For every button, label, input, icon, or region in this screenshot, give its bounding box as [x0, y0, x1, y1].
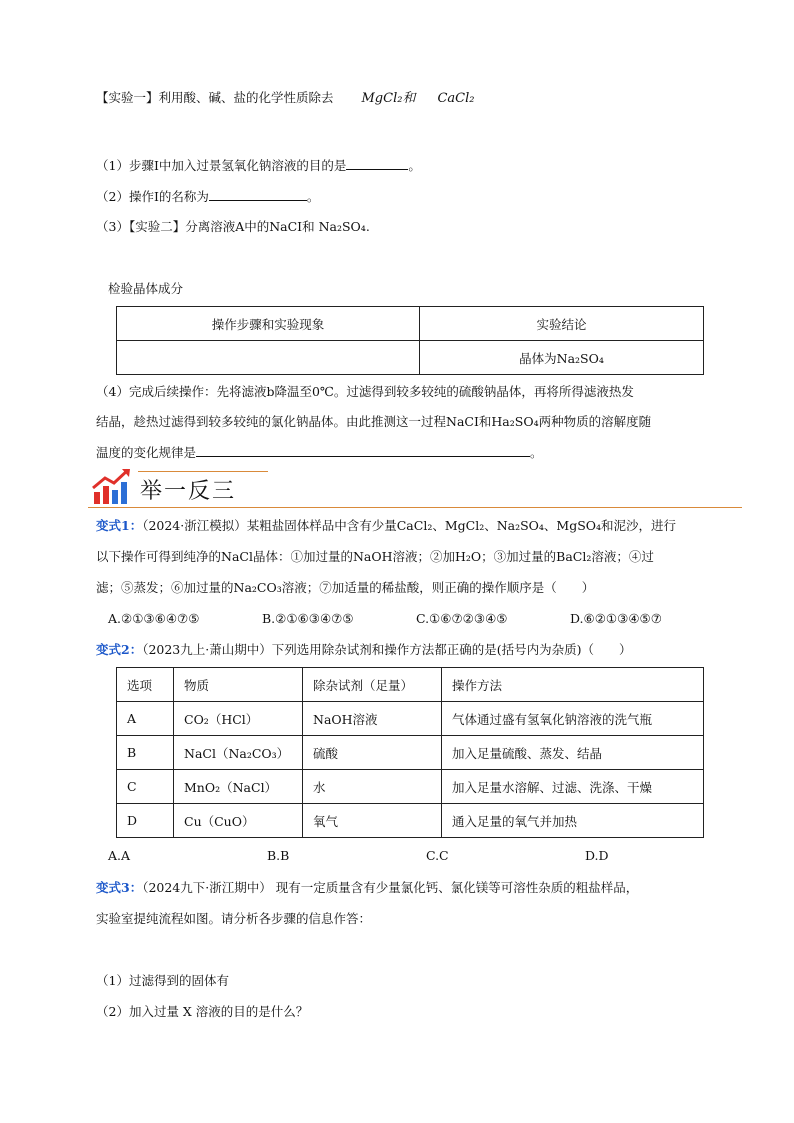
table-cell: 氧气 [303, 804, 442, 838]
growth-chart-icon [90, 466, 134, 506]
option-b[interactable]: B.B [266, 848, 290, 863]
variant-1-line-3: 滤；⑤蒸发；⑥加过量的Na₂CO₃溶液；⑦加适量的稀盐酸，则正确的操作顺序是（ ） [96, 580, 595, 595]
variant-3-line-1: 变式3：（2024九下·浙江期中） 现有一定质量含有少量氯化钙、氯化镁等可溶性杂质的粗盐样品， [96, 880, 639, 895]
variant-2-text: 变式2：（2023九上·萧山期中）下列选用除杂试剂和操作方法都正确的是(括号内为杂质)（ ） [96, 642, 632, 657]
table-cell: NaOH溶液 [303, 702, 442, 736]
variant-1-line-1: 变式1：（2024·浙江模拟）某粗盐固体样品中含有少量CaCl₂、MgCl₂、Na₂SO₄、MgSO₄和泥沙，进行 [96, 518, 677, 533]
experiment-one-heading: 【实验一】利用酸、碱、盐的化学性质除去 MgCl₂和 CaCl₂ [96, 90, 475, 106]
table-row [117, 770, 704, 804]
table-cell: B [117, 736, 174, 770]
variant-label: 变式2： [96, 642, 143, 657]
table-cell: NaCl（Na₂CO₃） [174, 736, 303, 770]
question-4-line-2: 结晶，趁热过滤得到较多较纯的氯化钠晶体。由此推测这一过程NaCI和Ha₂SO₄两种物质的溶解度随 [96, 414, 652, 429]
variant-2-options [108, 846, 609, 866]
table-cell: MnO₂（NaCl） [174, 770, 303, 804]
option-a[interactable]: A.A [108, 848, 131, 863]
question-3: （3）【实验二】分离溶液A中的NaCI和 Na₂SO₄. [96, 219, 370, 234]
test-crystal-label: 检验晶体成分 [108, 281, 184, 296]
formula-cacl2: CaCl₂ [437, 91, 475, 106]
table-cell: A [117, 702, 174, 736]
table-cell[interactable] [117, 341, 420, 375]
table-row [117, 804, 704, 838]
table-cell: 气体通过盛有氢氧化钠溶液的洗气瓶 [442, 702, 704, 736]
table-row [117, 668, 704, 702]
question-4-line-3: 温度的变化规律是 。 [96, 442, 543, 463]
table-cell: D [117, 804, 174, 838]
option-b[interactable]: B.②①⑥③④⑦⑤ [261, 611, 354, 626]
variant-label: 变式3： [96, 880, 143, 895]
crystal-test-table [116, 306, 704, 375]
table-header-cell: 操作方法 [442, 668, 704, 702]
variant-3-question-1: （1）过滤得到的固体有 [96, 973, 229, 988]
option-a[interactable]: A.②①③⑥④⑦⑤ [108, 611, 200, 626]
question-4-line-1: （4）完成后续操作：先将滤液b降温至0℃。过滤得到较多较纯的硫酸钠晶体，再将所得滤液热发 [96, 384, 634, 399]
table-header-cell: 物质 [174, 668, 303, 702]
table-cell: Cu（CuO） [174, 804, 303, 838]
table-cell: 加入足量水溶解、过滤、洗涤、干燥 [442, 770, 704, 804]
option-d[interactable]: D.⑥②①③④⑤⑦ [569, 611, 662, 626]
table-cell: 水 [303, 770, 442, 804]
variant-label: 变式1： [96, 518, 143, 533]
table-cell: 加入足量硫酸、蒸发、结晶 [442, 736, 704, 770]
section-header [88, 466, 742, 506]
table-row [117, 341, 704, 375]
variant-3-question-2: （2）加入过量 X 溶液的目的是什么？ [96, 1004, 309, 1019]
variant-1-line-2: 以下操作可得到纯净的NaCl晶体：①加过量的NaOH溶液；②加H₂O；③加过量的BaCl₂溶液；④过 [96, 549, 654, 564]
question-2: （2）操作Ⅰ的名称为 。 [96, 186, 319, 207]
table-cell: C [117, 770, 174, 804]
answer-blank[interactable] [209, 186, 307, 201]
option-c[interactable]: C.①⑥⑦②③④⑤ [415, 611, 508, 626]
table-cell: 晶体为Na₂SO₄ [420, 341, 704, 375]
table-header-cell: 除杂试剂（足量） [303, 668, 442, 702]
answer-blank[interactable] [346, 155, 408, 170]
formula-mgcl2: MgCl₂和 [361, 91, 416, 106]
table-row [117, 702, 704, 736]
impurity-removal-table [116, 667, 704, 838]
table-cell: 硫酸 [303, 736, 442, 770]
option-c[interactable]: C.C [425, 848, 449, 863]
table-header-cell: 操作步骤和实验现象 [117, 307, 420, 341]
option-d[interactable]: D.D [584, 848, 609, 863]
answer-blank[interactable] [196, 442, 530, 457]
variant-1-options [108, 609, 662, 629]
table-cell: 通入足量的氧气并加热 [442, 804, 704, 838]
table-header-cell: 选项 [117, 668, 174, 702]
table-row [117, 736, 704, 770]
table-cell: CO₂（HCl） [174, 702, 303, 736]
variant-3-line-2: 实验室提纯流程如图。请分析各步骤的信息作答： [96, 911, 372, 926]
table-row [117, 307, 704, 341]
table-header-cell: 实验结论 [420, 307, 704, 341]
section-title: 举一反三 [140, 479, 237, 504]
question-1: （1）步骤Ⅰ中加入过景氢氧化钠溶液的目的是 。 [96, 155, 421, 176]
